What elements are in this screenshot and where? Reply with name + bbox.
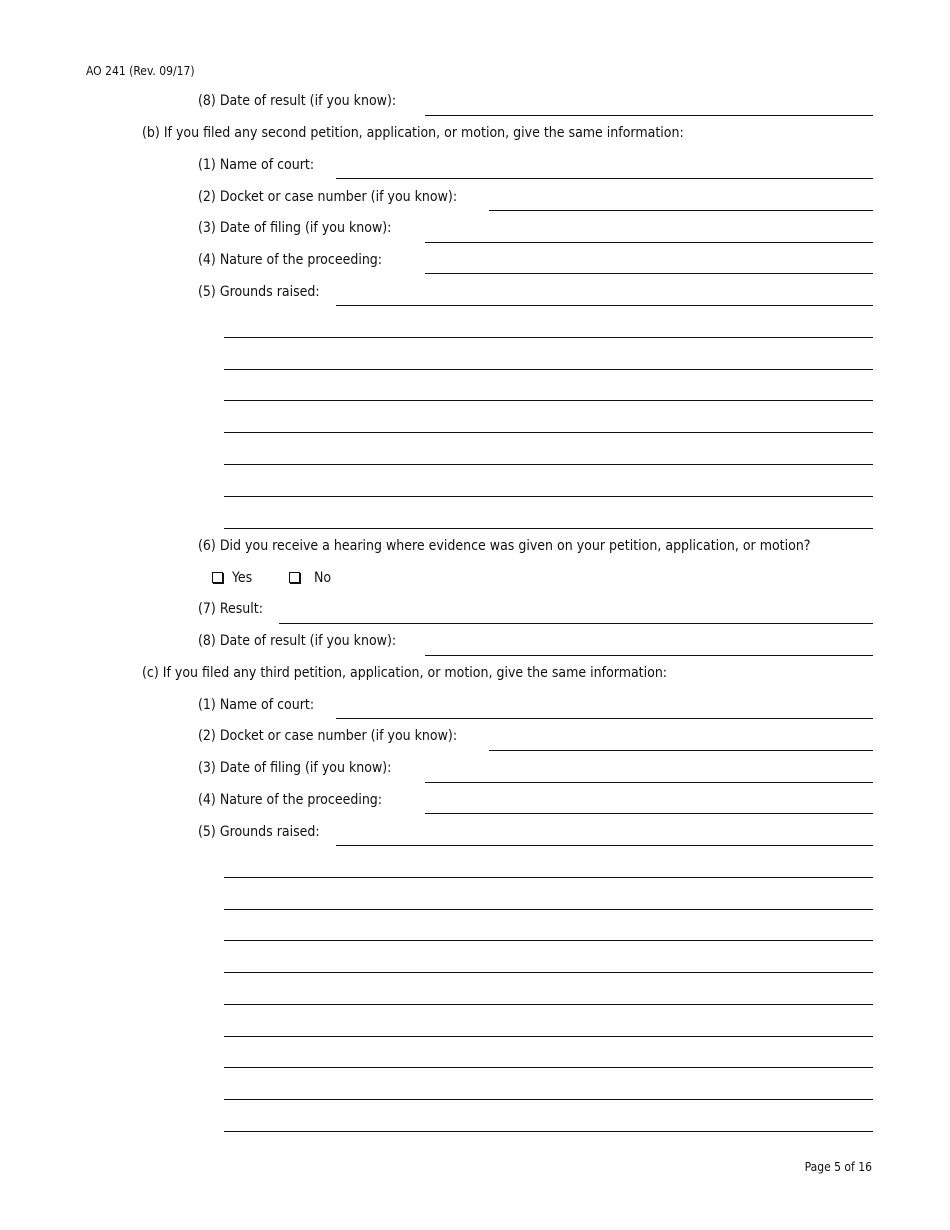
- prev-date-of-result-label: (8) Date of result (if you know):: [198, 93, 397, 109]
- b-grounds-raised-line[interactable]: [224, 464, 873, 465]
- c-date-of-filing-field[interactable]: [425, 782, 873, 783]
- c-grounds-raised-field[interactable]: [336, 845, 873, 846]
- page-number: Page 5 of 16: [804, 1160, 872, 1174]
- b-nature-of-proceeding-field[interactable]: [425, 273, 873, 274]
- c-grounds-raised-line[interactable]: [224, 1067, 873, 1068]
- b-hearing-question: (6) Did you receive a hearing where evidence was given on your petition, application, or motion?: [198, 538, 811, 554]
- c-grounds-raised-label: (5) Grounds raised:: [198, 824, 320, 840]
- b-grounds-raised-line[interactable]: [224, 496, 873, 497]
- b-result-field[interactable]: [279, 623, 873, 624]
- c-nature-of-proceeding-field[interactable]: [425, 813, 873, 814]
- c-grounds-raised-line[interactable]: [224, 877, 873, 878]
- b-docket-number-field[interactable]: [489, 210, 873, 211]
- c-nature-of-proceeding-label: (4) Nature of the proceeding:: [198, 792, 383, 808]
- b-nature-of-proceeding-label: (4) Nature of the proceeding:: [198, 252, 383, 268]
- b-grounds-raised-line[interactable]: [224, 528, 873, 529]
- b-grounds-raised-line[interactable]: [224, 400, 873, 401]
- c-grounds-raised-line[interactable]: [224, 940, 873, 941]
- b-name-of-court-label: (1) Name of court:: [198, 157, 315, 173]
- b-date-of-filing-field[interactable]: [425, 242, 873, 243]
- form-id: AO 241 (Rev. 09/17): [86, 64, 195, 78]
- c-grounds-raised-line[interactable]: [224, 1131, 873, 1132]
- b-name-of-court-field[interactable]: [336, 178, 873, 179]
- b-grounds-raised-field[interactable]: [336, 305, 873, 306]
- c-docket-number-label: (2) Docket or case number (if you know):: [198, 728, 458, 744]
- b-grounds-raised-line[interactable]: [224, 337, 873, 338]
- b-grounds-raised-label: (5) Grounds raised:: [198, 284, 320, 300]
- c-grounds-raised-line[interactable]: [224, 972, 873, 973]
- b-docket-number-label: (2) Docket or case number (if you know):: [198, 189, 458, 205]
- c-date-of-filing-label: (3) Date of filing (if you know):: [198, 760, 392, 776]
- b-grounds-raised-line[interactable]: [224, 432, 873, 433]
- b-date-of-result-label: (8) Date of result (if you know):: [198, 633, 397, 649]
- b-no-label: No: [314, 570, 332, 586]
- c-grounds-raised-line[interactable]: [224, 1036, 873, 1037]
- c-name-of-court-label: (1) Name of court:: [198, 697, 315, 713]
- c-grounds-raised-line[interactable]: [224, 1099, 873, 1100]
- b-date-of-filing-label: (3) Date of filing (if you know):: [198, 220, 392, 236]
- section-b-heading: (b) If you filed any second petition, application, or motion, give the same information:: [142, 125, 684, 141]
- b-grounds-raised-line[interactable]: [224, 369, 873, 370]
- c-docket-number-field[interactable]: [489, 750, 873, 751]
- b-yes-label: Yes: [232, 570, 253, 586]
- b-yes-checkbox[interactable]: [212, 572, 223, 583]
- b-no-checkbox[interactable]: [289, 572, 300, 583]
- b-result-label: (7) Result:: [198, 601, 263, 617]
- section-c-heading: (c) If you filed any third petition, application, or motion, give the same information:: [142, 665, 668, 681]
- c-grounds-raised-line[interactable]: [224, 909, 873, 910]
- b-date-of-result-field[interactable]: [425, 655, 873, 656]
- prev-date-of-result-field[interactable]: [425, 115, 873, 116]
- c-grounds-raised-line[interactable]: [224, 1004, 873, 1005]
- c-name-of-court-field[interactable]: [336, 718, 873, 719]
